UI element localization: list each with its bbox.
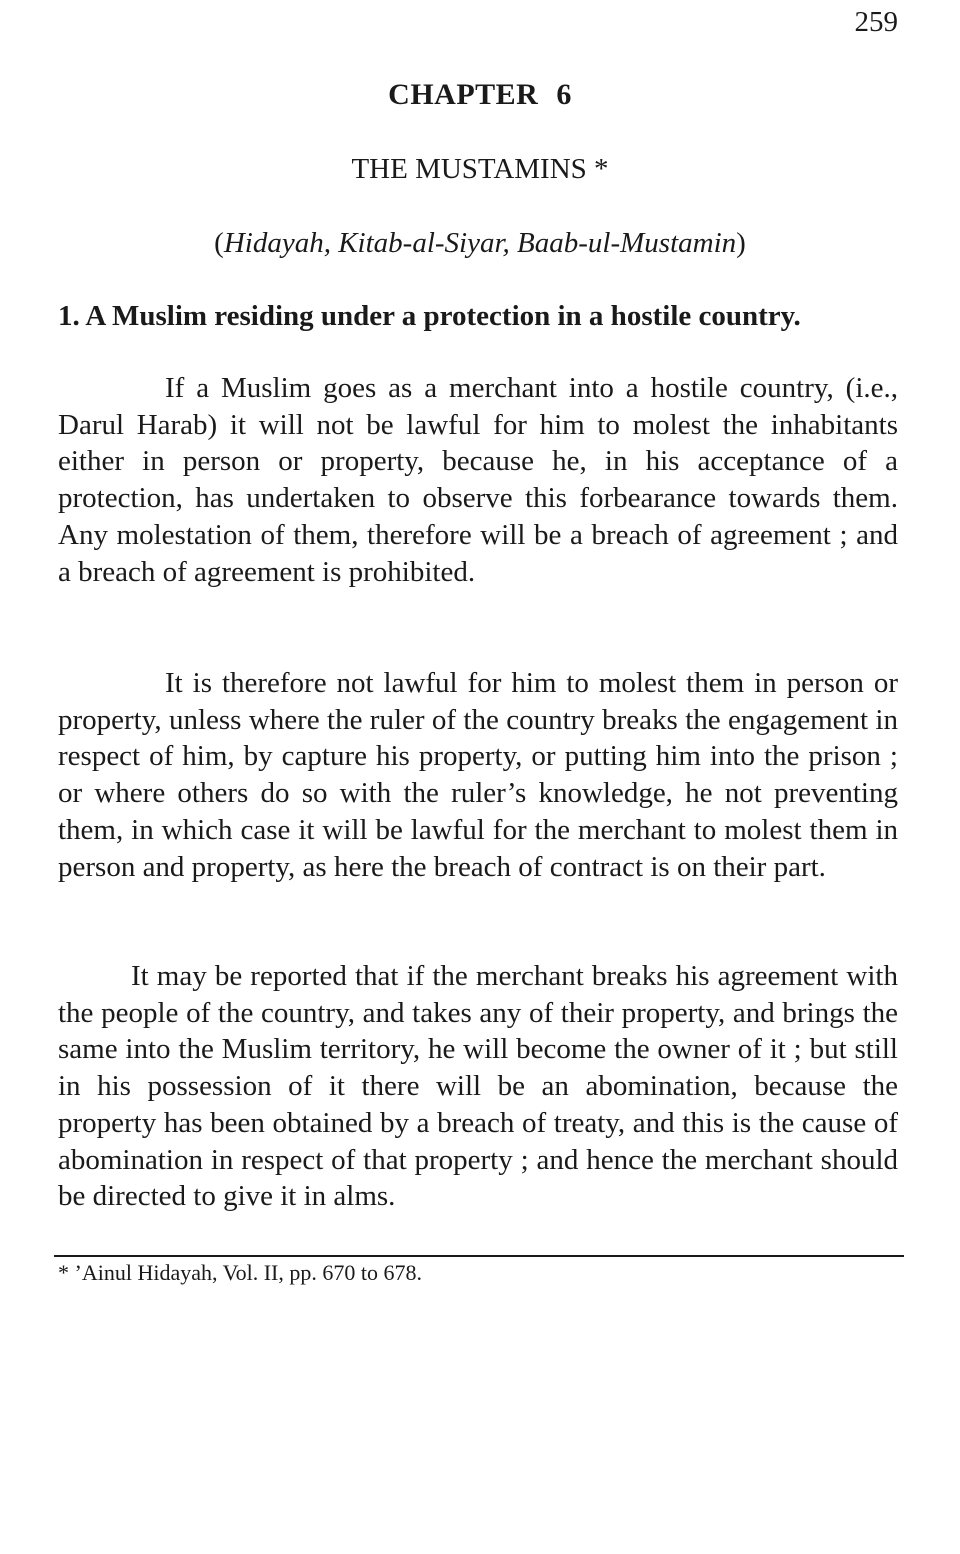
chapter-title: THE MUSTAMINS *	[351, 153, 609, 185]
page-number: 259	[854, 6, 898, 38]
footnote-divider	[54, 1255, 904, 1257]
section-heading: 1. A Muslim residing under a protection in a hostile country.	[58, 300, 801, 332]
paragraph: It is therefore not lawful for him to molest them in person or property, unless where the ruler of the country breaks the engagement in respect of him, by capture his property, or putting him into the prison ; or where others do so with the ruler’s knowledge, he not preventing them, in which case it will be lawful for the merchant to molest them in person and property, as here the breach of contract is on their part.	[58, 667, 898, 883]
paragraph: It may be reported that if the merchant breaks his agreement with the people of the country, and takes any of their property, and brings the same into the Muslim territory, he will become the owner of it ; but still in his possession of it there will be an abomination, because the property has been obtained by a breach of treaty, and this is the cause of abomination in respect of that property ; and hence the merchant should be directed to give it in alms.	[58, 960, 898, 1213]
footnote: * ’Ainul Hidayah, Vol. II, pp. 670 to 678.	[58, 1260, 422, 1285]
source-open-paren: (	[214, 227, 224, 259]
source-citation-italic: Hidayah, Kitab-al-Siyar, Baab-ul-Mustamin	[223, 227, 737, 259]
source-close-paren: )	[736, 227, 746, 259]
source-citation	[0, 224, 960, 262]
chapter-heading: CHAPTER 6	[388, 78, 572, 111]
paragraph: If a Muslim goes as a merchant into a hostile country, (i.e., Darul Harab) it will not be lawful for him to molest the inhabitants either in person or property, because he, in his acceptance of a protection, has undertaken to observe this forbearance towards them. Any molestation of them, therefore will be a breach of agreement ; and a breach of agreement is prohibited.	[58, 372, 898, 588]
